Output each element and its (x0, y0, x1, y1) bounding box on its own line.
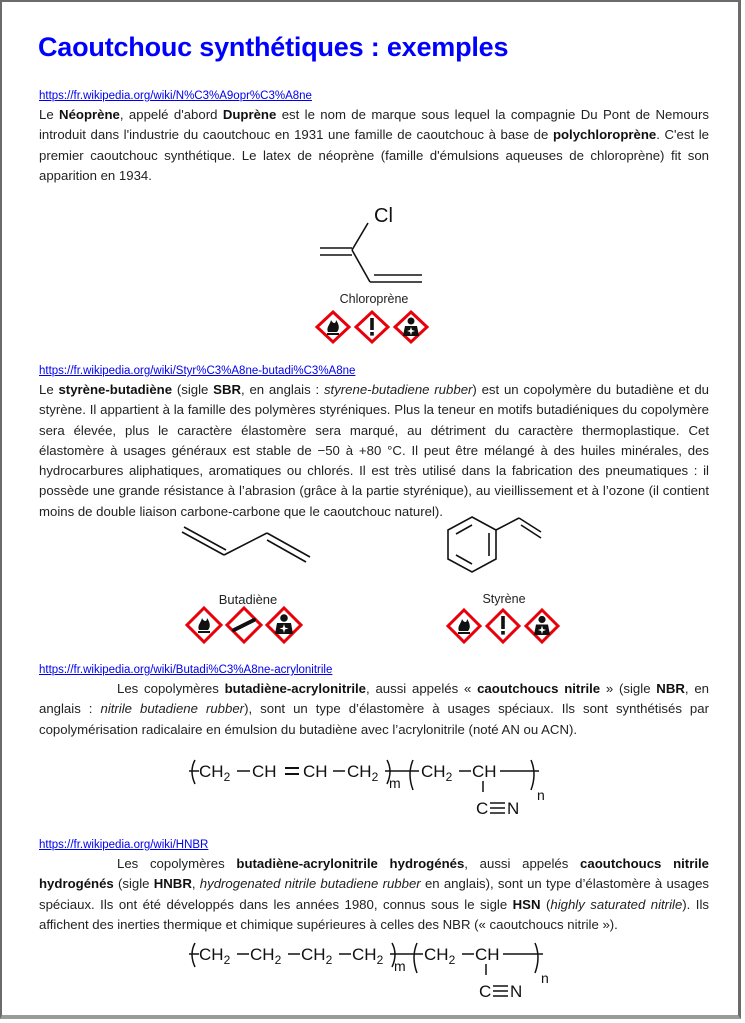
svg-text:CH2: $CH_2$ (199, 945, 231, 967)
nbr-wiki-link[interactable]: https://fr.wikipedia.org/wiki/Butadi%C3%A8ne-acrylonitrile (39, 664, 333, 676)
flame-icon (187, 608, 221, 642)
flame-icon (317, 312, 349, 342)
chlorine-label: Cl (374, 205, 393, 227)
gas-cylinder-icon (227, 608, 261, 642)
svg-text:CH2: $CH_2$ (301, 945, 333, 967)
page-title: Caoutchouc synthétiques : exemples (38, 32, 509, 62)
svg-text:CH: CH (252, 762, 277, 781)
styrene-caption: Styrène (482, 592, 526, 606)
chloroprene-caption: Chloroprène (339, 292, 409, 306)
neoprene-wiki-link[interactable]: https://fr.wikipedia.org/wiki/N%C3%A9opr%C3%A8ne (39, 90, 312, 102)
styrene-structure (434, 512, 559, 587)
svg-text:CH: CH (472, 762, 497, 781)
hnbr-formula (187, 937, 557, 1007)
svg-text:CH2: $CH_2$ (199, 762, 231, 784)
svg-text:m: m (394, 958, 406, 974)
nbr-formula (187, 754, 557, 824)
svg-text:N: N (510, 982, 523, 1001)
health-hazard-icon (526, 610, 558, 642)
butadiene-structure (180, 527, 315, 572)
svg-text:n: n (541, 970, 549, 986)
hnbr-wiki-link[interactable]: https://fr.wikipedia.org/wiki/HNBR (39, 839, 209, 851)
chloroprene-structure (312, 200, 442, 295)
svg-text:C: C (479, 982, 492, 1001)
svg-text:CH2: $CH_2$ (347, 762, 379, 784)
nbr-paragraph: Les copolymères butadiène-acrylonitrile, aussi appelés « caoutchoucs nitrile » (sigle NBR, en anglais : nitrile butadiene rubber), sont un type d’élastomère à usages spéciaux. Ils sont synthétisés par copolymérisation radicalaire en émulsion du butadiène avec l’acrylonitrile (noté AN ou ACN). (39, 681, 709, 737)
neoprene-paragraph: Le Néoprène, appelé d'abord Duprène est le nom de marque sous lequel la compagnie Du Pont de Nemours introduit dans l'industrie du caoutchouc en 1931 une famille de caoutchouc à base de polychloroprène. C'est le premier caoutchouc synthétique. Le latex de néoprène (famille d'émulsions aqueuses de chloroprène) fit son apparition en 1934. (39, 107, 709, 183)
svg-text:CH2: $CH_2$ (352, 945, 384, 967)
svg-text:CH2: $CH_2$ (424, 945, 456, 967)
hnbr-paragraph: Les copolymères butadiène-acrylonitrile hydrogénés, aussi appelés caoutchoucs nitrile hydrogénés (sigle HNBR, hydrogenated nitrile butadiene rubber en anglais), sont un type d’élastomère à usages spéciaux. Ils ont été développés dans les années 1980, connus sous le sigle HSN (highly saturated nitrile). Ils affichent des inerties thermique et chimique supérieures à celles des NBR (« caoutchoucs nitrile »). (39, 856, 709, 932)
butadiene-caption: Butadiène (218, 592, 278, 607)
health-hazard-icon (395, 312, 427, 342)
svg-text:CH: CH (303, 762, 328, 781)
butadiene-pictograms (185, 606, 305, 649)
svg-text:n: n (537, 787, 545, 803)
svg-text:CH2: $CH_2$ (250, 945, 282, 967)
health-hazard-icon (267, 608, 301, 642)
svg-text:N: N (507, 799, 520, 818)
styrene-pictograms (445, 608, 565, 649)
svg-text:CH: CH (475, 945, 500, 964)
exclamation-icon (356, 312, 388, 342)
sbr-paragraph: Le styrène-butadiène (sigle SBR, en anglais : styrene-butadiene rubber) est un copolymère du butadiène et du styrène. Il appartient à la famille des polymères styréniques. Plus la teneur en motifs butadiéniques du copolymère sera élevée, plus le caractère élastomère sera marqué, au détriment du caractère thermoplastique. Cet élastomère à usages généraux est stable de −50 à +80 °C. Il peut être mélangé à des huiles minérales, des hydrocarbures aliphatiques, aromatiques ou chlorés. Il est très utilisé dans la fabrication des pneumatiques : il possède une grande résistance à l’abrasion (grâce à la partie styrénique), au vieillissement et à l’ozone (il contient moins de double liaison carbone-carbone que le caoutchouc naturel). (39, 382, 710, 519)
chloroprene-pictograms (314, 310, 434, 349)
sbr-wiki-link[interactable]: https://fr.wikipedia.org/wiki/Styr%C3%A8ne-butadi%C3%A8ne (39, 365, 356, 377)
exclamation-icon (487, 610, 519, 642)
svg-text:CH2: $CH_2$ (421, 762, 453, 784)
svg-text:m: m (389, 775, 401, 791)
svg-text:C: C (476, 799, 489, 818)
flame-icon (448, 610, 480, 642)
